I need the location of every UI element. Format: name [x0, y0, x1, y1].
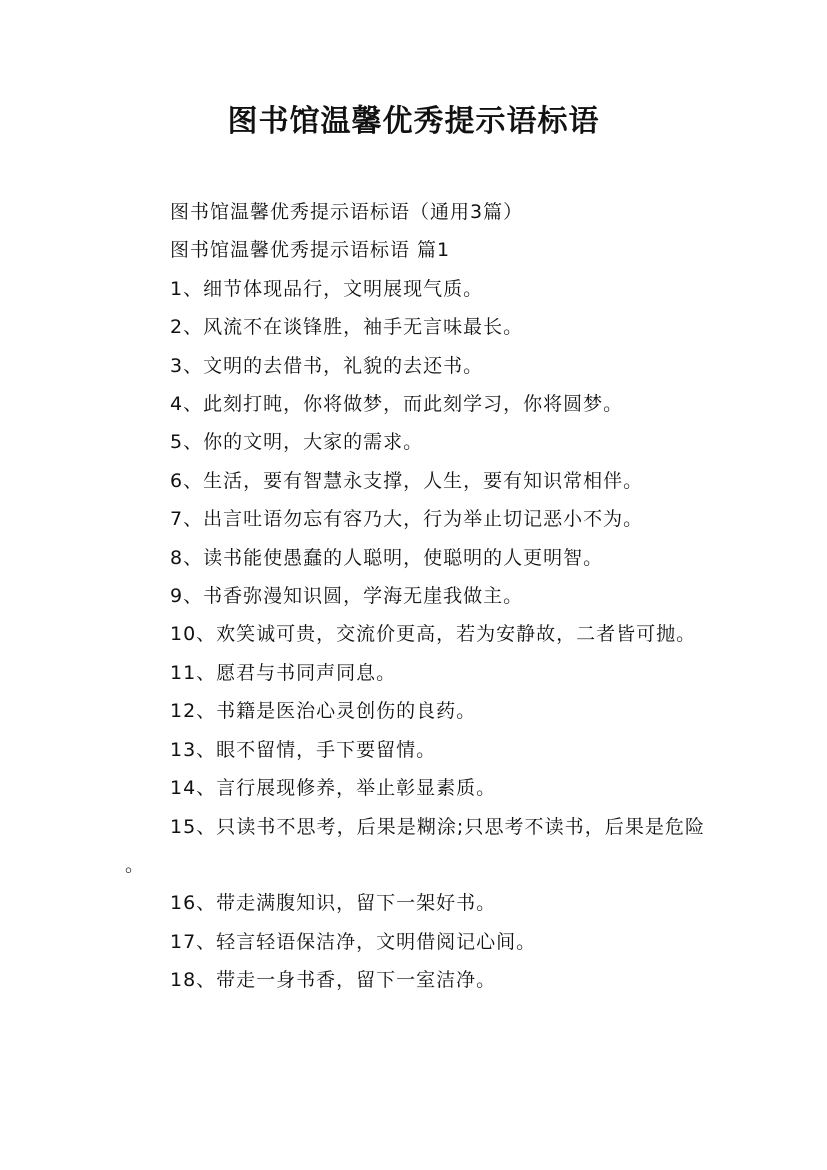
section-heading: 图书馆温馨优秀提示语标语 篇1: [170, 239, 451, 262]
document-subtitle: 图书馆温馨优秀提示语标语（通用3篇）: [170, 201, 524, 223]
list-item: 16、带走满腹知识，留下一架好书。: [170, 892, 497, 915]
list-item: 10、欢笑诚可贵，交流价更高，若为安静故，二者皆可抛。: [170, 623, 697, 646]
page-title: 图书馆温馨优秀提示语标语: [227, 104, 600, 139]
list-item: 6、生活，要有智慧永支撑，人生，要有知识常相伴。: [170, 469, 644, 492]
list-item: 1、细节体现品行，文明展现气质。: [170, 277, 484, 300]
list-item: 13、眼不留情，手下要留情。: [170, 738, 437, 761]
list-item: 17、轻言轻语保洁净，文明借阅记心间。: [170, 930, 537, 953]
list-item: 15、只读书不思考，后果是糊涂;只思考不读书，后果是危险。: [125, 815, 705, 876]
document-body: [125, 193, 705, 1000]
list-item: 3、文明的去借书，礼貌的去还书。: [170, 354, 484, 377]
list-item: 18、带走一身书香，留下一室洁净。: [170, 969, 497, 992]
list-item: 14、言行展现修养，举止彰显素质。: [170, 777, 497, 800]
list-item: 8、读书能使愚蠢的人聪明，使聪明的人更明智。: [170, 546, 604, 569]
list-item: 2、风流不在谈锋胜，袖手无言味最长。: [170, 316, 524, 339]
list-item: 9、书香弥漫知识圆，学海无崖我做主。: [170, 585, 524, 608]
list-item: 12、书籍是医治心灵创伤的良药。: [170, 700, 477, 723]
list-item: 7、出言吐语勿忘有容乃大，行为举止切记恶小不为。: [170, 508, 644, 531]
list-item: 11、愿君与书同声同息。: [170, 661, 397, 684]
list-item: 4、此刻打盹，你将做梦，而此刻学习，你将圆梦。: [170, 393, 624, 416]
list-item: 5、你的文明，大家的需求。: [170, 431, 424, 454]
